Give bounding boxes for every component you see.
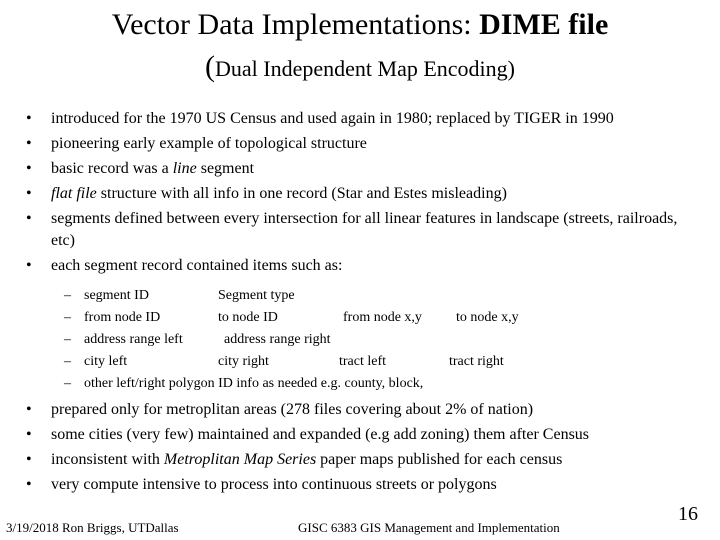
dash-icon: –: [64, 332, 71, 347]
bullet-item: • flat file structure with all info in one record (Star and Estes misleading): [26, 183, 696, 205]
footer-course: GISC 6383 GIS Management and Implementation: [298, 520, 560, 535]
bullet-list: [26, 108, 696, 280]
bullet-icon: •: [26, 110, 32, 127]
bullet-icon: •: [26, 257, 32, 274]
slide-title-line2: [0, 52, 720, 84]
sub-item: – from node ID to node ID from node x,y to node x,y: [64, 307, 684, 329]
title-plain: Vector Data Implementations:: [111, 8, 480, 41]
bullet-item: • introduced for the 1970 US Census and used again in 1980; replaced by TIGER in 1990: [26, 108, 696, 130]
title-subtext: Dual Independent Map Encoding): [215, 56, 515, 81]
bullet-item: • prepared only for metroplitan areas (278 files covering about 2% of nation): [26, 399, 696, 421]
sub-item: – other left/right polygon ID info as needed e.g. county, block,: [64, 373, 684, 395]
footer-date-author: 3/19/2018 Ron Briggs, UTDallas: [6, 520, 179, 535]
title-bold: DIME file: [479, 8, 609, 41]
bullet-item: • very compute intensive to process into continuous streets or polygons: [26, 474, 696, 496]
bullet-icon: •: [26, 451, 32, 468]
bullet-item: • each segment record contained items such as:: [26, 255, 696, 277]
page-number: 16: [678, 503, 698, 525]
dash-icon: –: [64, 288, 71, 303]
dash-icon: –: [64, 354, 71, 369]
bullet-item: • basic record was a line segment: [26, 158, 696, 180]
bullet-item: • inconsistent with Metroplitan Map Series paper maps published for each census: [26, 449, 696, 471]
sub-item: – city left city right tract left tract right: [64, 351, 684, 373]
bullet-item: • segments defined between every intersection for all linear features in landscape (streets, railroads, etc): [26, 208, 696, 252]
slide-title-line1: [0, 8, 720, 42]
title-paren: (: [205, 50, 216, 83]
dash-icon: –: [64, 310, 71, 325]
sub-item: – address range left address range right: [64, 329, 684, 351]
bullet-icon: •: [26, 426, 32, 443]
bullet-icon: •: [26, 476, 32, 493]
bullet-icon: •: [26, 135, 32, 152]
bullet-list-2: [26, 399, 696, 499]
bullet-item: • pioneering early example of topological structure: [26, 133, 696, 155]
sub-item-list: [64, 285, 684, 395]
bullet-icon: •: [26, 401, 32, 418]
bullet-icon: •: [26, 210, 32, 227]
bullet-icon: •: [26, 185, 32, 202]
bullet-item: • some cities (very few) maintained and expanded (e.g add zoning) them after Census: [26, 424, 696, 446]
bullet-icon: •: [26, 160, 32, 177]
dash-icon: –: [64, 376, 71, 391]
sub-item: – segment ID Segment type: [64, 285, 684, 307]
